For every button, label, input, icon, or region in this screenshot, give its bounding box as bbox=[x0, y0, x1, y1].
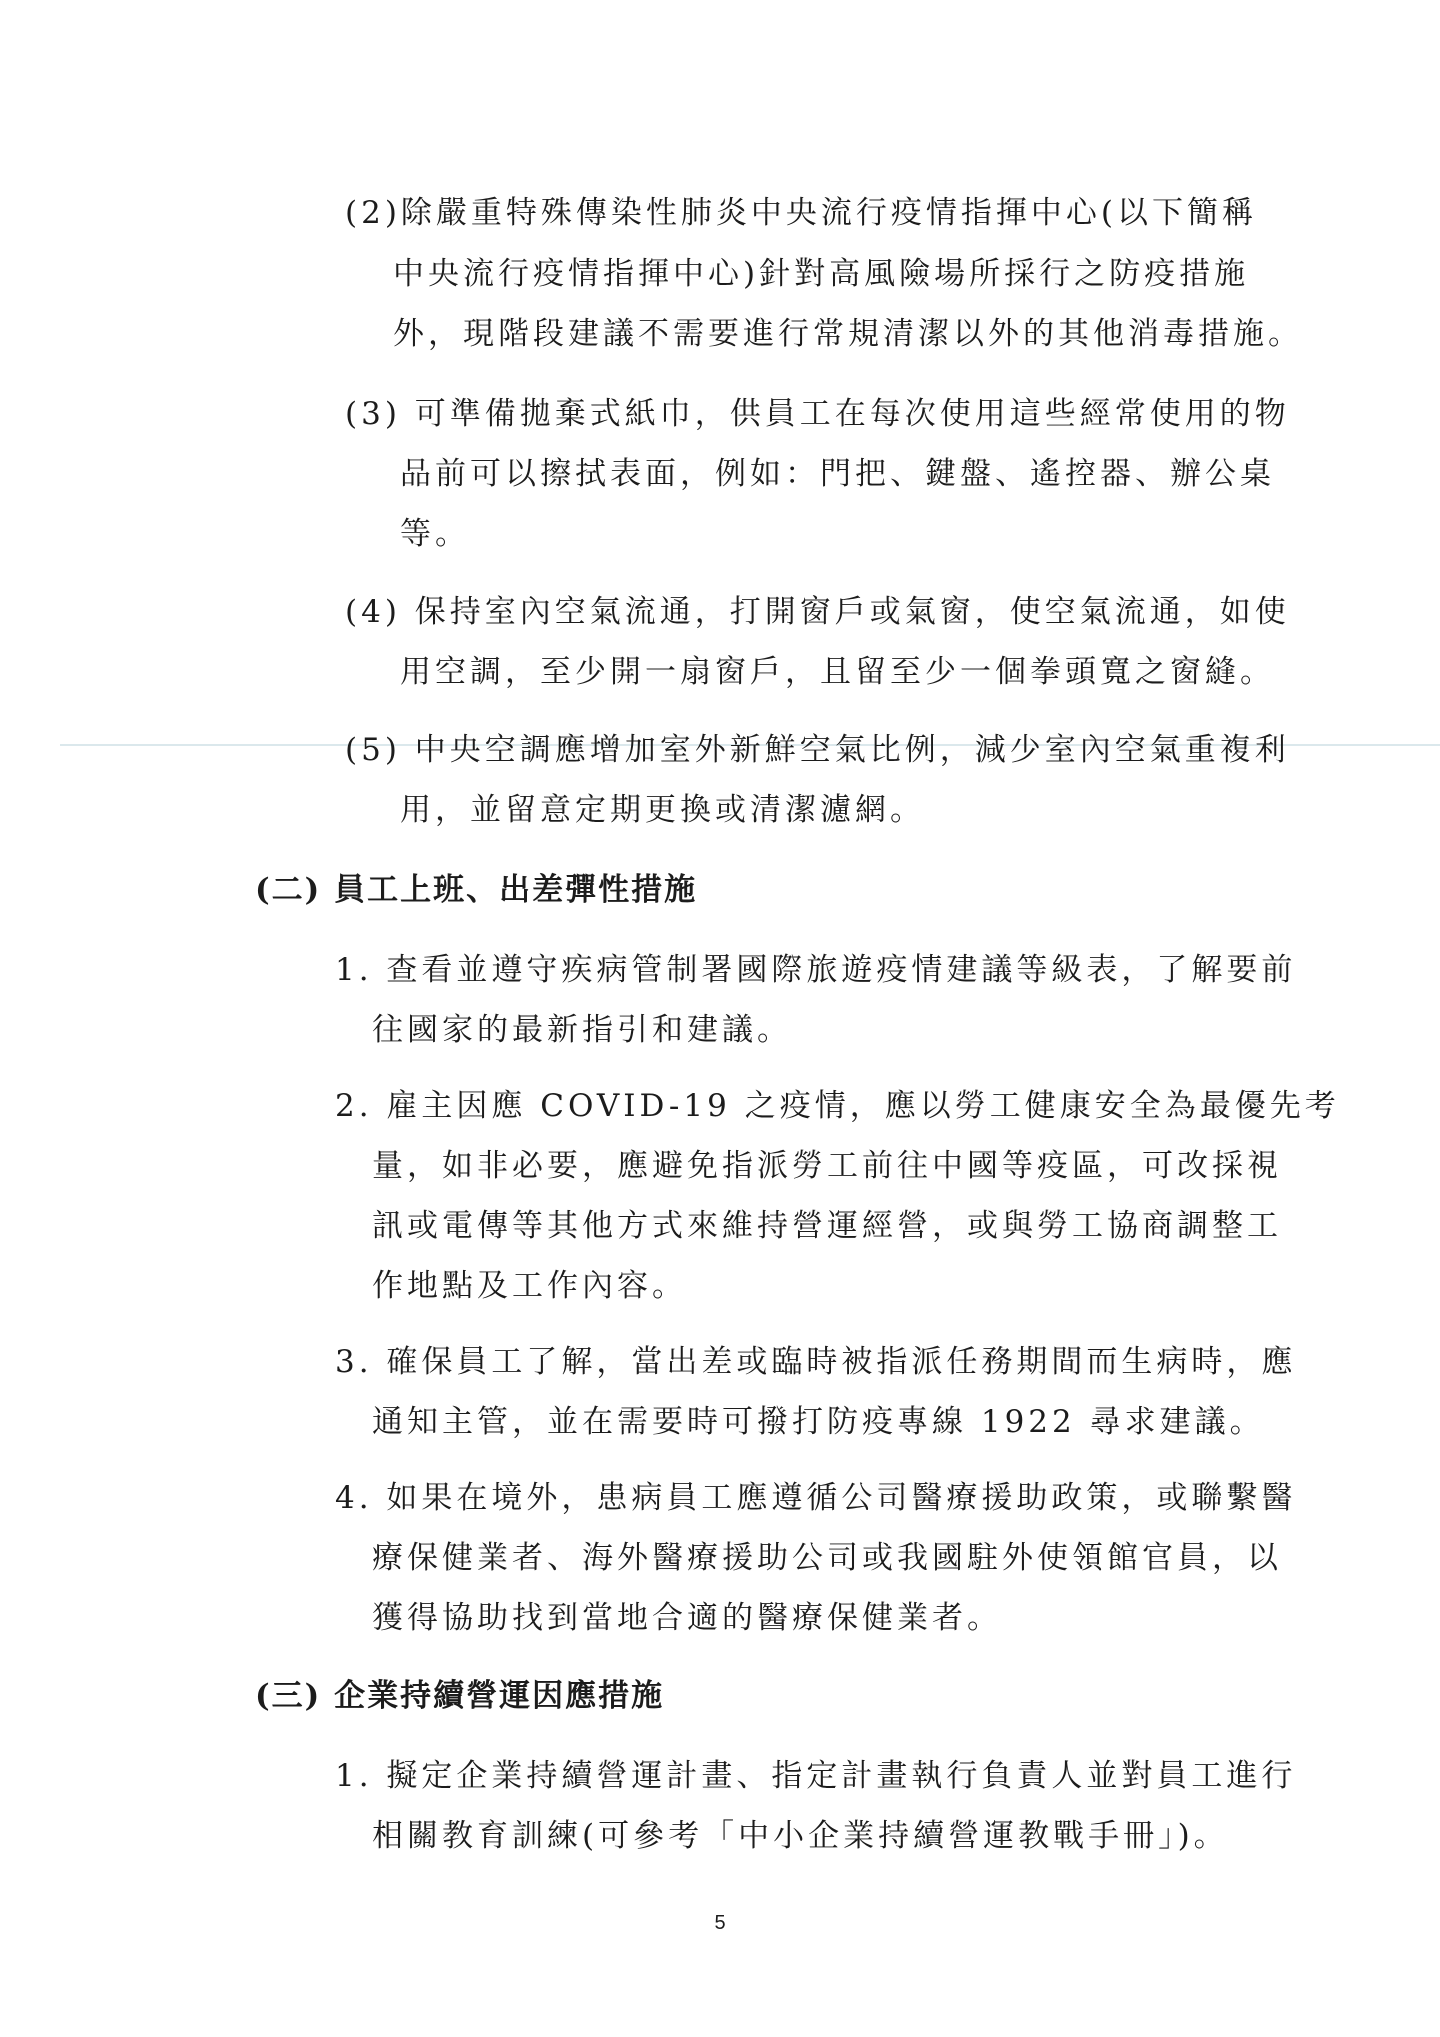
item-4-line-2: 用空調，至少開一扇窗戶，且留至少一個拳頭寬之窗縫。 bbox=[400, 654, 1275, 690]
item-3-line-2: 品前可以擦拭表面，例如：門把、鍵盤、遙控器、辦公桌 bbox=[400, 456, 1275, 492]
s2-item-2-line-3: 訊或電傳等其他方式來維持營運經營，或與勞工協商調整工 bbox=[372, 1208, 1282, 1244]
item-2-line-3: 外，現階段建議不需要進行常規清潔以外的其他消毒措施。 bbox=[393, 316, 1303, 352]
s2-item-2-line-1: 2. 雇主因應 COVID-19 之疫情，應以勞工健康安全為最優先考 bbox=[335, 1088, 1340, 1124]
s2-item-4-line-2: 療保健業者、海外醫療援助公司或我國駐外使領館官員，以 bbox=[372, 1540, 1282, 1576]
section-heading-3: (三) 企業持續營運因應措施 bbox=[255, 1678, 665, 1714]
item-5-line-1: (5) 中央空調應增加室外新鮮空氣比例，減少室內空氣重複利 bbox=[345, 732, 1290, 768]
s3-item-1-line-1: 1. 擬定企業持續營運計畫、指定計畫執行負責人並對員工進行 bbox=[335, 1758, 1297, 1794]
item-5-line-2: 用，並留意定期更換或清潔濾網。 bbox=[400, 792, 925, 828]
item-4-line-1: (4) 保持室內空氣流通，打開窗戶或氣窗，使空氣流通，如使 bbox=[345, 594, 1290, 630]
item-3-line-1: (3) 可準備拋棄式紙巾，供員工在每次使用這些經常使用的物 bbox=[345, 396, 1290, 432]
s2-item-4-line-1: 4. 如果在境外，患病員工應遵循公司醫療援助政策，或聯繫醫 bbox=[335, 1480, 1297, 1516]
s2-item-1-line-2: 往國家的最新指引和建議。 bbox=[372, 1012, 792, 1048]
item-2-line-1: (2)除嚴重特殊傳染性肺炎中央流行疫情指揮中心(以下簡稱 bbox=[345, 195, 1258, 231]
s2-item-4-line-3: 獲得協助找到當地合適的醫療保健業者。 bbox=[372, 1600, 1002, 1636]
section-heading-2: (二) 員工上班、出差彈性措施 bbox=[255, 872, 698, 908]
s2-item-2-line-2: 量，如非必要，應避免指派勞工前往中國等疫區，可改採視 bbox=[372, 1148, 1282, 1184]
s2-item-3-line-1: 3. 確保員工了解，當出差或臨時被指派任務期間而生病時，應 bbox=[335, 1344, 1297, 1380]
s2-item-3-line-2: 通知主管，並在需要時可撥打防疫專線 1922 尋求建議。 bbox=[372, 1404, 1265, 1440]
item-2-line-2: 中央流行疫情指揮中心)針對高風險場所採行之防疫措施 bbox=[393, 256, 1250, 292]
s2-item-2-line-4: 作地點及工作內容。 bbox=[372, 1268, 687, 1304]
s3-item-1-line-2: 相關教育訓練(可參考「中小企業持續營運教戰手冊」)。 bbox=[372, 1818, 1229, 1854]
s2-item-1-line-1: 1. 查看並遵守疾病管制署國際旅遊疫情建議等級表，了解要前 bbox=[335, 952, 1297, 988]
item-3-line-3: 等。 bbox=[400, 516, 470, 552]
page-number: 5 bbox=[714, 1912, 726, 1934]
